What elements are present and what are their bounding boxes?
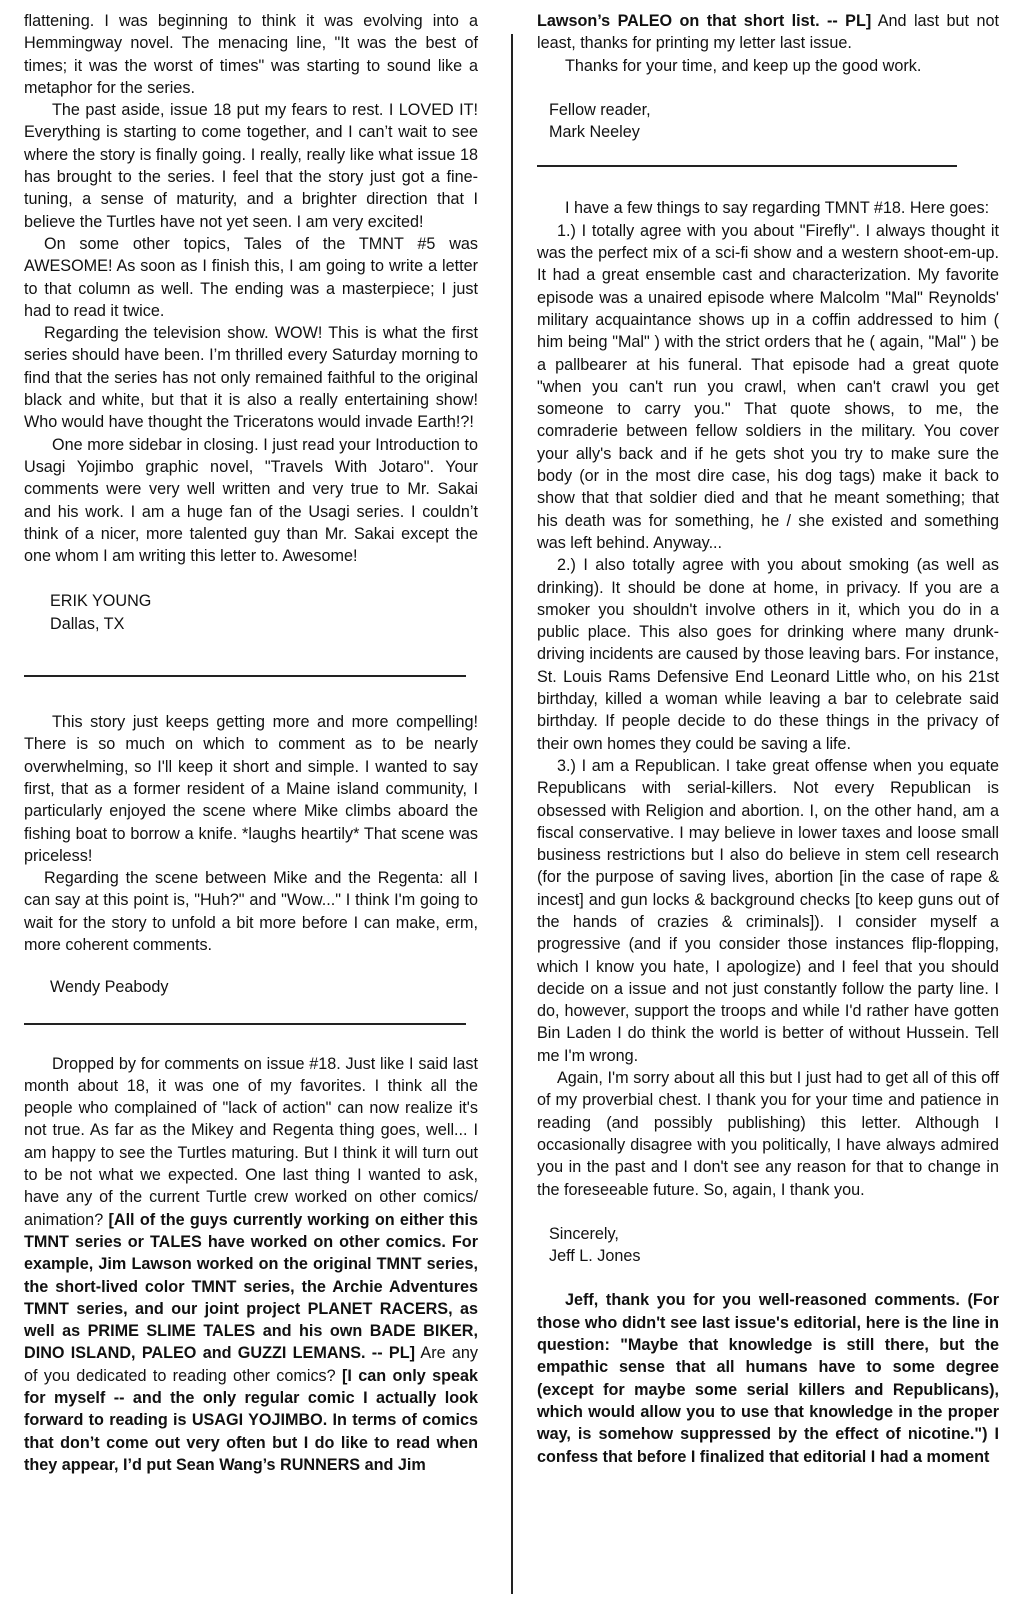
letter-paragraph xyxy=(24,1053,478,1477)
signature xyxy=(50,976,478,998)
letter-paragraph: Again, I'm sorry about all this but I just had to get all of this off of my proverbial chest. I thank you for your time and patience in reading (and possibly publishing) this letter. Although I occasionally disagree with you politically, I have always admired you in the past and I don't see any reason for that to change in the foreseeable future. So, again, I thank you. xyxy=(537,1069,999,1199)
letter-text: Dropped by for comments on issue #18. Just like I said last month about 18, it was one of my favorites. I think all the people who complained of "lack of action" can now realize it's not true. As far as the Mikey and Regenta thing goes, well... I am happy to see the Turtles maturing. But I think it will turn out to be not what we expected. One last thing I wanted to ask, have any of the current Turtle crew worked on other comics/ animation? xyxy=(24,1054,478,1229)
letter-mark-neeley xyxy=(24,1053,478,1477)
signature xyxy=(549,1223,999,1268)
letter-erik-young xyxy=(24,10,478,635)
letter-paragraph: Regarding the television show. WOW! This is what the first series should have been. I’m thrilled every Saturday morning to find that the series has not only remained faithful to the original black and white, but that it is also a really entertaining show! Who would have thought the Triceratons would invade Earth!?! xyxy=(24,324,478,432)
letter-paragraph: Regarding the scene between Mike and the Regenta: all I can say at this point is, "Huh?" and "Wow..." I think I'm going to wait for the story to unfold a bit more before I can make, erm, more coherent comments. xyxy=(24,869,478,954)
letter-paragraph xyxy=(537,10,999,55)
section-divider xyxy=(537,165,957,167)
letter-text: And last but not least, thanks for printing my letter last issue. xyxy=(537,12,999,53)
letter-jeff-jones xyxy=(537,197,999,1467)
letter-paragraph: 1.) I totally agree with you about "Firefly". I always thought it was the perfect mix of a sci-fi show and a western shoot-em-up. It had a great ensemble cast and characterization. My favorite episode was a unaired episode where Malcolm "Mal" Reynolds' military acquaintance shows up in a coffin addressed to him ( him being "Mal" ) with the strict orders that he ( again, "Mal" ) be a pallbearer at his funeral. That episode had a great quote "when you can't run you crawl, when can't crawl you get someone to carry you." That quote shows, to me, the comraderie between fellow soldiers in the military. You cover your ally's back and if he gets shot you try to make sure the body (or in the most dire case, his dog tags) make it back to show that that soldier died and that he meant something; that his death was for something, he / she existed and something was left behind. Anyway... xyxy=(537,221,999,552)
editor-reply: Lawson’s PALEO on that short list. -- PL] xyxy=(537,12,872,30)
letter-text: Are any of you dedicated to reading other comics? xyxy=(24,1344,479,1385)
signature-closing: Sincerely, xyxy=(549,1224,619,1243)
signature xyxy=(549,99,999,144)
signature-place: Dallas, TX xyxy=(50,614,125,633)
left-column xyxy=(24,10,478,1476)
signature-name: Jeff L. Jones xyxy=(549,1247,641,1266)
letter-paragraph: The past aside, issue 18 put my fears to rest. I LOVED IT! Everything is starting to come together, and I can’t wait to see where the story is finally going. I really, really like what issue 18 has brought to the series. I feel that the story just got a fine-tuning, a sense of maturity, and a brighter direction that I believe the Turtles have not yet seen. I am very excited! xyxy=(24,101,478,231)
letter-paragraph: 2.) I also totally agree with you about smoking (as well as drinking). It should be done at home, in privacy. If you are a smoker you shouldn't involve others in it, which you do in a public place. This also goes for drinking where many drunk-driving incidents are caused by those leaving bars. For instance, St. Louis Rams Defensive End Leonard Little who, on his 21st birthday, killed a woman while leaving a bar to celebrate said birthday. If people decide to do these things in the privacy of their own homes they could be saving a life. xyxy=(537,556,999,753)
signature-name: ERIK YOUNG xyxy=(50,592,152,611)
letter-paragraph: One more sidebar in closing. I just read your Introduction to Usagi Yojimbo graphic novel, "Travels With Jotaro". Your comments were very well written and very true to Mr. Sakai and his work. I am a huge fan of the Usagi series. I couldn’t think of a nicer, more talented guy than Mr. Sakai except the one whom I am writing this letter to. Awesome! xyxy=(24,435,478,566)
editor-reply: [All of the guys currently working on either this TMNT series or TALES have worked on other comics. For example, Jim Lawson worked on the original TMNT series, the short-lived color TMNT series, the Archie Adventures TMNT series, and our joint project PLANET RACERS, as well as PRIME SLIME TALES and his own BADE BIKER, DINO ISLAND, PALEO and GUZZI LEMANS. -- PL] xyxy=(24,1210,479,1363)
letter-paragraph: This story just keeps getting more and more compelling! There is so much on which to comment as to be nearly overwhelming, so I'll keep it short and simple. I wanted to say first, that as a former resident of a Maine island community, I particularly enjoyed the scene where Mike climbs aboard the fishing boat to borrow a knife. *laughs heartily* That scene was priceless! xyxy=(24,713,478,865)
letter-paragraph: On some other topics, Tales of the TMNT #5 was AWESOME! As soon as I finish this, I am going to write a letter to that column as well. The ending was a masterpiece; I just had to read it twice. xyxy=(24,234,478,320)
right-column xyxy=(537,10,999,1468)
signature xyxy=(50,590,478,635)
letter-paragraph: I have a few things to say regarding TMNT #18. Here goes: xyxy=(565,199,990,218)
signature-name: Mark Neeley xyxy=(549,123,640,142)
letter-paragraph: flattening. I was beginning to think it was evolving into a Hemmingway novel. The menacing line, "It was the best of times; it was the worst of times" was starting to sound like a metaphor for the series. xyxy=(24,12,478,97)
editor-reply: Jeff, thank you for you well-reasoned comments. (For those who didn't see last issue's editorial, here is the line in question: "Maybe that knowledge is still there, but the empathic sense that all humans have to some degree (except for maybe some serial killers and Republicans), which would allow you to use that knowledge in the proper way, is somehow suppressed by the effect of nicotine.") I confess that before I finalized that editorial I had a moment xyxy=(537,1291,999,1466)
section-divider xyxy=(24,675,466,677)
letter-mark-neeley-continued xyxy=(537,10,999,143)
editor-reply: [I can only speak for myself -- and the only regular comic I actually look forward to reading is USAGI YOJIMBO. In terms of comics that don’t come out very often but I do like to read when they appear, I’d put Sean Wang’s RUNNERS and Jim xyxy=(24,1366,479,1474)
letter-paragraph: 3.) I am a Republican. I take great offense when you equate Republicans with serial-killers. Not every Republican is obsessed with Religion and abortion. I, on the other hand, am a fiscal conservative. I may believe in lower taxes and loose small business restrictions but I also do believe in stem cell research (for the purpose of saving lives, abortion [in the case of rape & incest] and gun locks & background checks [to keep guns out of the hands of crazies & criminals]). I consider myself a progressive (and if you consider those instances flip-flopping, which I know you hate, I apologize) and I feel that you should decide on a issue and not just constantly follow the party line. I do, however, support the troops and while I'd rather have gotten Bin Laden I do think the world is better of without Hussein. Tell me I'm wrong. xyxy=(537,756,999,1065)
section-divider xyxy=(24,1023,466,1025)
signature-name: Wendy Peabody xyxy=(50,978,169,997)
column-divider xyxy=(511,34,513,1594)
letter-wendy-peabody xyxy=(24,711,478,999)
letter-paragraph: Thanks for your time, and keep up the good work. xyxy=(565,56,922,75)
signature-closing: Fellow reader, xyxy=(549,100,651,119)
